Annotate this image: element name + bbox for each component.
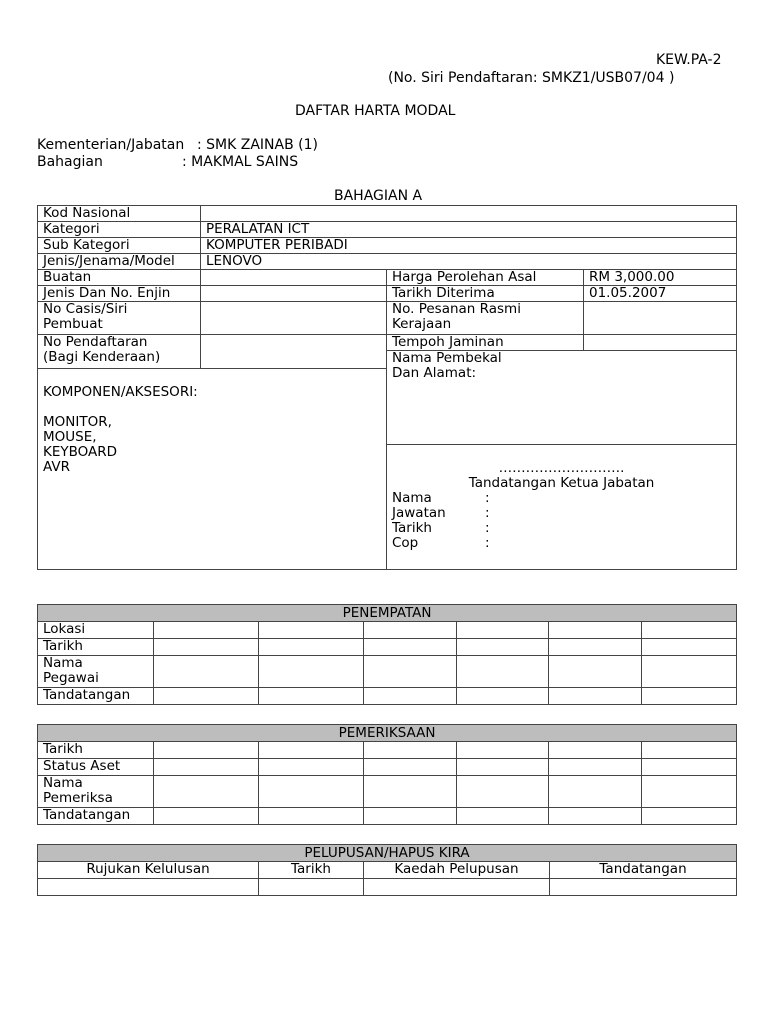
cell	[364, 656, 457, 688]
cell	[364, 759, 457, 776]
cell	[154, 776, 259, 808]
pelupusan-col-header: Rujukan Kelulusan	[38, 862, 259, 879]
pesanan-value	[584, 302, 737, 335]
cell	[549, 808, 642, 825]
cell	[154, 742, 259, 759]
cell	[549, 622, 642, 639]
pemeriksaan-header: PEMERIKSAAN	[38, 725, 737, 742]
pelupusan-col-header: Tandatangan	[550, 862, 737, 879]
pemeriksaan-row-label: Tarikh	[38, 742, 154, 759]
cell	[549, 742, 642, 759]
pesanan-label-line2: Kerajaan	[392, 316, 452, 332]
cell	[549, 759, 642, 776]
cell	[642, 742, 737, 759]
form-code: KEW.PA-2	[656, 52, 722, 68]
pemeriksaan-row-label: Status Aset	[38, 759, 154, 776]
cell	[642, 639, 737, 656]
section-value: : MAKMAL SAINS	[182, 154, 299, 170]
ministry-value: : SMK ZAINAB (1)	[197, 137, 318, 153]
pemeriksaan-row-label	[38, 776, 154, 808]
casis-label-line2: Pembuat	[43, 316, 103, 332]
pembekal-label-line1: Nama Pembekal	[392, 350, 502, 366]
buatan-label: Buatan	[38, 270, 201, 286]
pelupusan-col-header: Tarikh	[259, 862, 364, 879]
penempatan-row-label	[38, 656, 154, 688]
cell	[642, 759, 737, 776]
cell	[259, 879, 364, 896]
pendaftaran-label-line2: (Bagi Kenderaan)	[43, 349, 161, 365]
cell	[364, 808, 457, 825]
sign-field-colon: :	[485, 520, 490, 536]
casis-label-line1: No Casis/Siri	[43, 301, 128, 317]
komponen-item: MONITOR,	[43, 414, 112, 430]
row-label-line1: Nama	[43, 655, 83, 671]
pelupusan-header: PELUPUSAN/HAPUS KIRA	[38, 845, 737, 862]
penempatan-row-label: Tarikh	[38, 639, 154, 656]
pelupusan-col-header: Kaedah Pelupusan	[364, 862, 550, 879]
cell	[154, 639, 259, 656]
cell	[457, 622, 549, 639]
ministry-label: Kementerian/Jabatan	[37, 137, 185, 153]
pemeriksaan-table	[37, 724, 737, 825]
sub-kategori-value: KOMPUTER PERIBADI	[201, 238, 737, 254]
sign-field-colon: :	[485, 490, 490, 506]
cell	[259, 776, 364, 808]
penempatan-table	[37, 604, 737, 705]
cell	[364, 776, 457, 808]
cell	[364, 622, 457, 639]
cell	[642, 808, 737, 825]
pemeriksaan-row-label: Tandatangan	[38, 808, 154, 825]
pembekal-label-line2: Dan Alamat:	[392, 365, 477, 381]
row-label-line1: Nama	[43, 775, 83, 791]
cell	[364, 688, 457, 705]
kod-nasional-label: Kod Nasional	[38, 206, 201, 222]
sign-field-colon: :	[485, 505, 490, 521]
penempatan-row-label: Lokasi	[38, 622, 154, 639]
buatan-value	[201, 270, 387, 286]
pesanan-label	[387, 302, 584, 335]
komponen-cell	[38, 369, 387, 570]
cell	[457, 688, 549, 705]
cell	[259, 688, 364, 705]
cell	[457, 759, 549, 776]
cell	[364, 879, 550, 896]
penempatan-row-label: Tandatangan	[38, 688, 154, 705]
document-title: DAFTAR HARTA MODAL	[295, 103, 456, 119]
cell	[154, 622, 259, 639]
signature-title: Tandatangan Ketua Jabatan	[468, 475, 655, 491]
cell	[38, 879, 259, 896]
harga-label: Harga Perolehan Asal	[387, 270, 584, 286]
komponen-item: KEYBOARD	[43, 444, 118, 460]
cell	[457, 656, 549, 688]
jenis-label: Jenis/Jenama/Model	[38, 254, 201, 270]
cell	[457, 639, 549, 656]
cell	[457, 742, 549, 759]
cell	[364, 742, 457, 759]
cell	[642, 688, 737, 705]
komponen-item: AVR	[43, 459, 70, 475]
cell	[154, 759, 259, 776]
cell	[642, 656, 737, 688]
cell	[259, 656, 364, 688]
enjin-value	[201, 286, 387, 302]
row-label-line2: Pegawai	[43, 670, 99, 686]
cell	[259, 759, 364, 776]
cell	[154, 808, 259, 825]
cell	[259, 639, 364, 656]
casis-value	[201, 302, 387, 335]
pendaftaran-value	[201, 335, 387, 369]
kategori-value: PERALATAN ICT	[201, 222, 737, 238]
cell	[642, 776, 737, 808]
komponen-item: MOUSE,	[43, 429, 97, 445]
cell	[364, 639, 457, 656]
cell	[154, 688, 259, 705]
sign-field-label: Jawatan	[392, 505, 446, 521]
serial-number: (No. Siri Pendaftaran: SMKZ1/USB07/04 )	[388, 70, 675, 86]
enjin-label: Jenis Dan No. Enjin	[38, 286, 201, 302]
part-a-table	[37, 205, 737, 570]
cell	[549, 656, 642, 688]
pendaftaran-label-line1: No Pendaftaran	[43, 334, 148, 350]
penempatan-header: PENEMPATAN	[38, 605, 737, 622]
cell	[549, 776, 642, 808]
cell	[259, 742, 364, 759]
tarikh-diterima-label: Tarikh Diterima	[387, 286, 584, 302]
harga-value: RM 3,000.00	[584, 270, 737, 286]
signature-block	[387, 445, 737, 570]
cell	[457, 776, 549, 808]
cell	[154, 656, 259, 688]
cell	[549, 639, 642, 656]
cell	[642, 622, 737, 639]
sign-field-label: Tarikh	[392, 520, 432, 536]
cell	[457, 808, 549, 825]
kod-nasional-value	[201, 206, 737, 222]
cell	[549, 688, 642, 705]
sign-field-colon: :	[485, 535, 490, 551]
komponen-title: KOMPONEN/AKSESORI:	[43, 384, 198, 400]
signature-line: ……………………….	[498, 460, 625, 476]
sub-kategori-label: Sub Kategori	[38, 238, 201, 254]
tempoh-jaminan-value	[584, 335, 737, 351]
casis-label	[38, 302, 201, 335]
row-label-line2: Pemeriksa	[43, 790, 113, 806]
sign-field-label: Nama	[392, 490, 432, 506]
tempoh-jaminan-label: Tempoh Jaminan	[387, 335, 584, 351]
pelupusan-table	[37, 844, 737, 896]
pembekal-cell	[387, 351, 737, 445]
kategori-label: Kategori	[38, 222, 201, 238]
section-label: Bahagian	[37, 154, 103, 170]
pesanan-label-line1: No. Pesanan Rasmi	[392, 301, 521, 317]
jenis-value: LENOVO	[201, 254, 737, 270]
cell	[259, 622, 364, 639]
cell	[259, 808, 364, 825]
tarikh-diterima-value: 01.05.2007	[584, 286, 737, 302]
part-a-title: BAHAGIAN A	[334, 188, 423, 204]
sign-field-label: Cop	[392, 535, 419, 551]
pendaftaran-label	[38, 335, 201, 369]
cell	[550, 879, 737, 896]
